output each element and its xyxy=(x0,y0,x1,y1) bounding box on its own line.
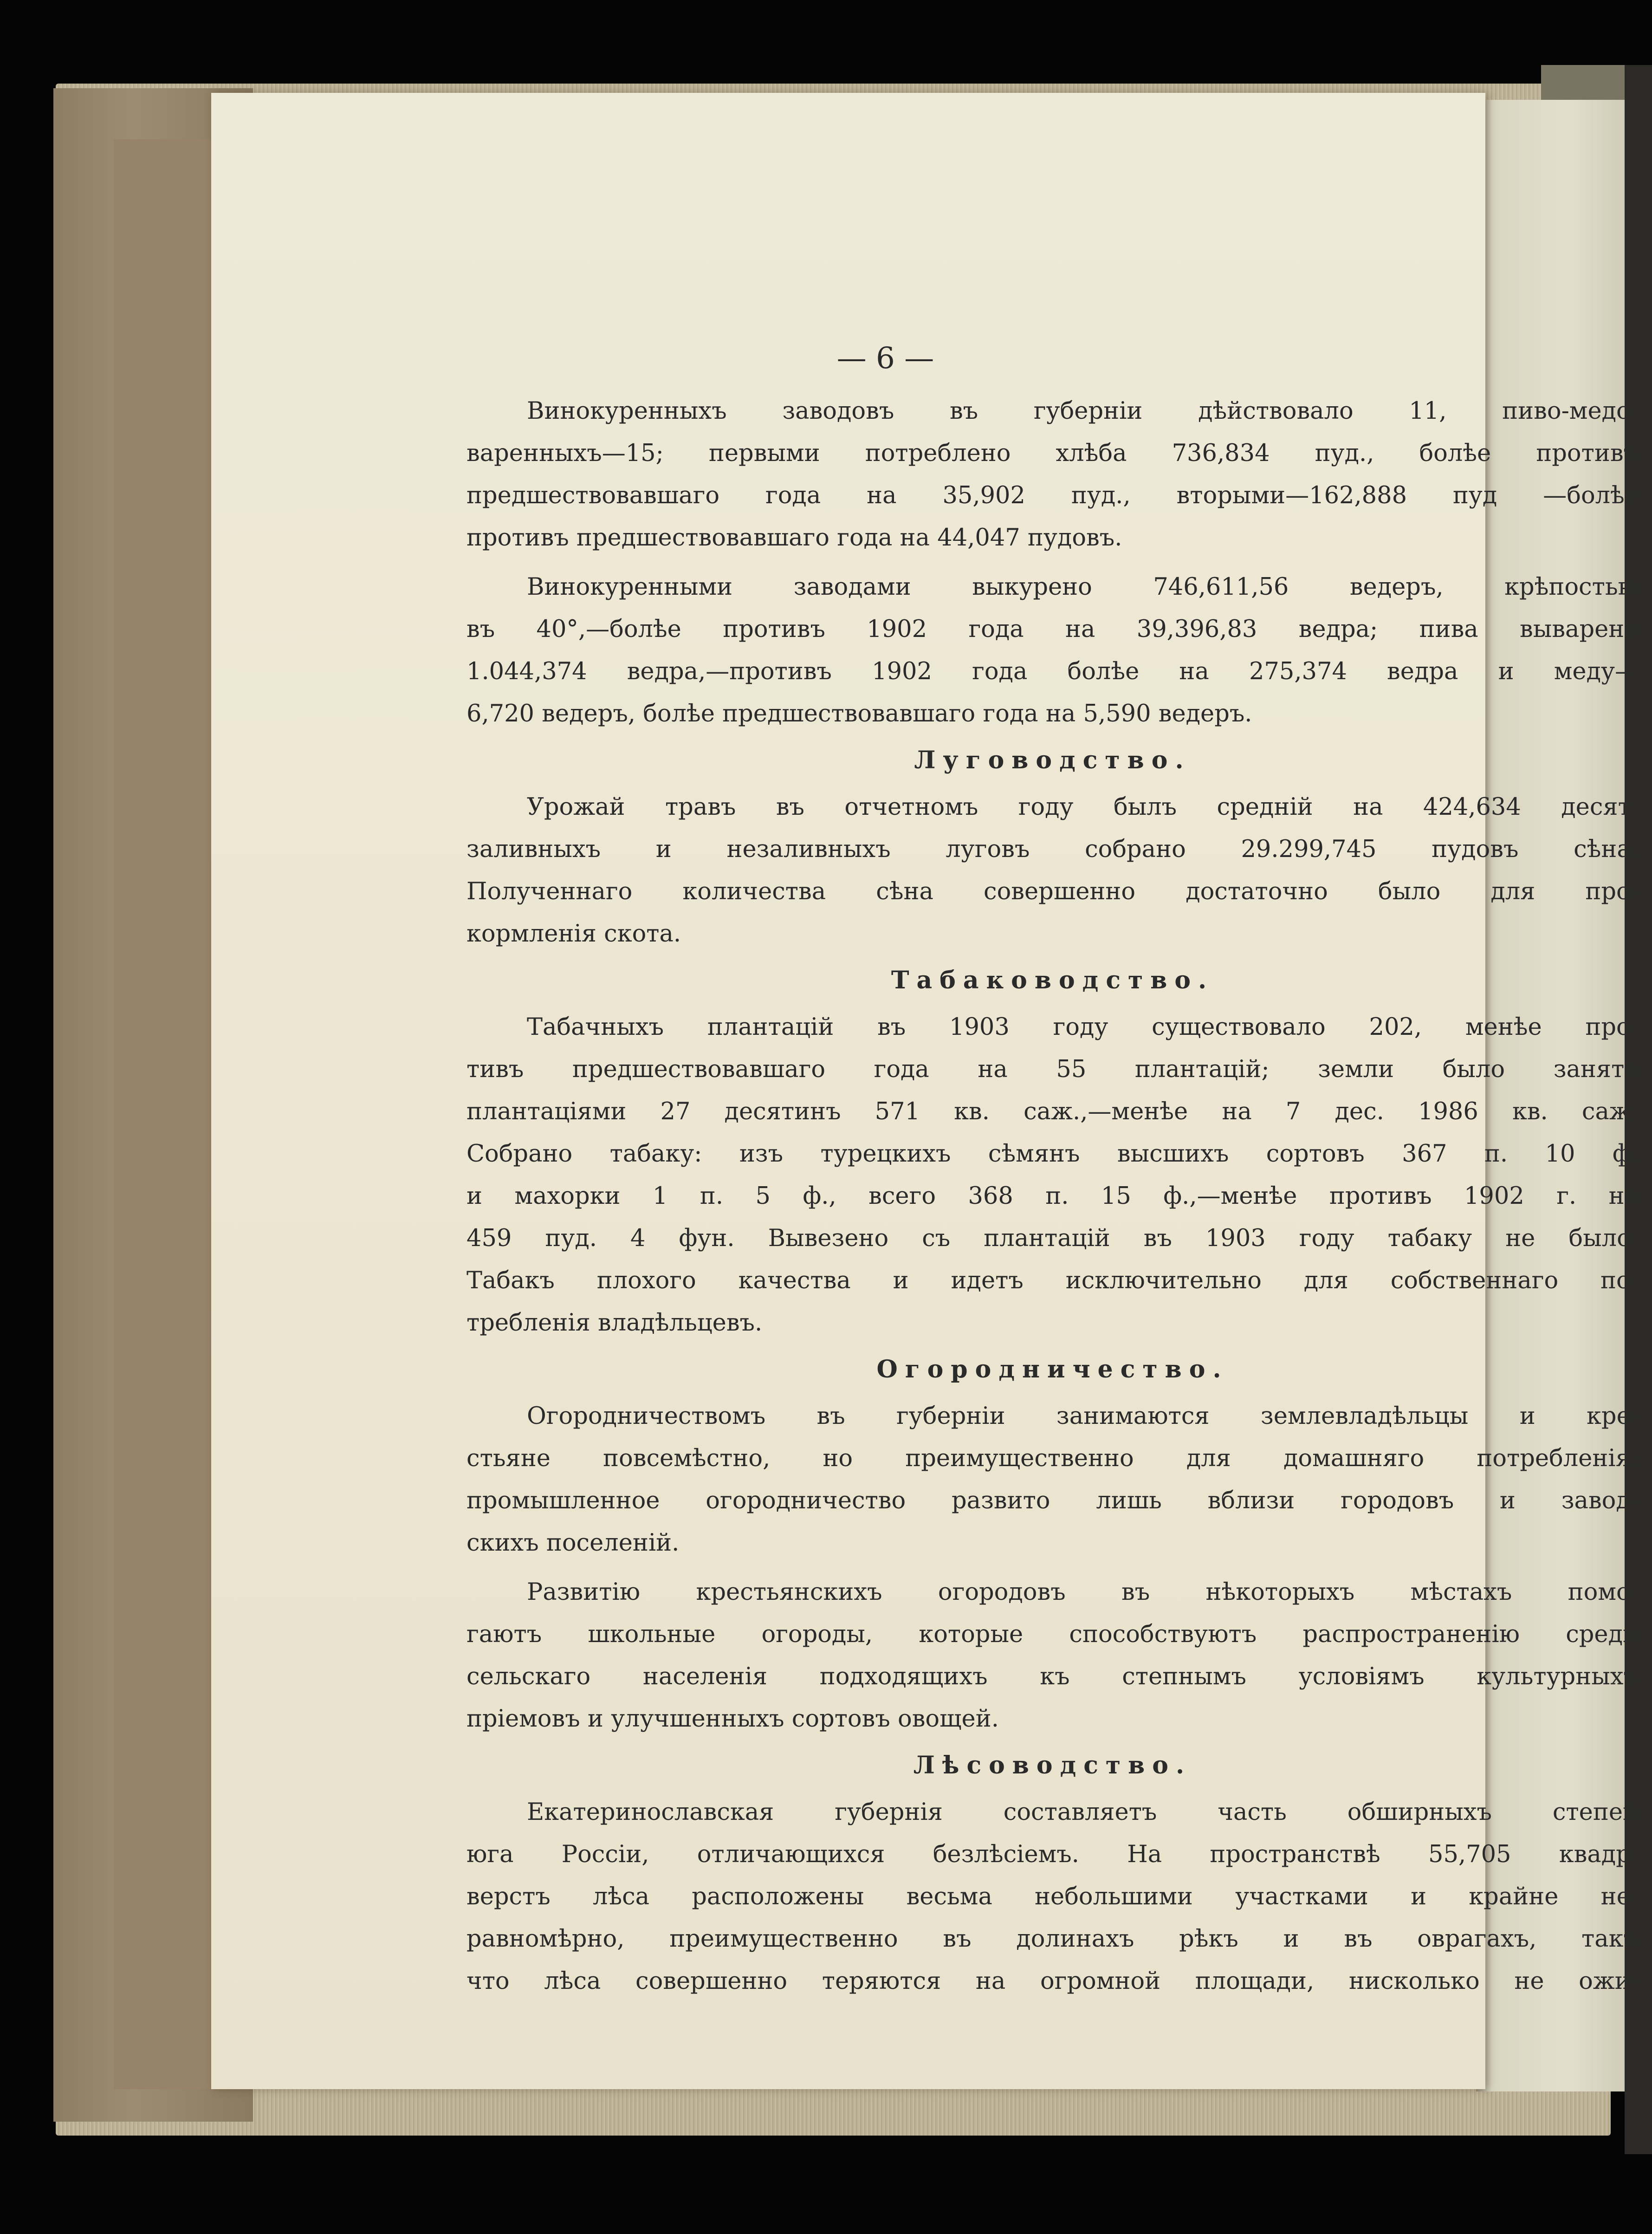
text-line: юга Россіи, отличающихся безлѣсіемъ. На пространствѣ 55,705 квадр. xyxy=(466,1841,1639,1868)
text-line: Екатеринославская губернія составляетъ часть обширныхъ степей xyxy=(527,1799,1639,1826)
text-line: 1.044,374 ведра,—противъ 1902 года болѣе на 275,374 ведра и меду— xyxy=(466,658,1639,685)
text-line: предшествовавшаго года на 35,902 пуд., вторыми—162,888 пуд —болѣе xyxy=(466,482,1639,509)
text-line: что лѣса совершенно теряются на огромной площади, нисколько не ожи- xyxy=(466,1968,1639,1995)
text-line: противъ предшествовавшаго года на 44,047 пудовъ. xyxy=(466,524,1122,552)
text-line: кормленія скота. xyxy=(466,920,681,948)
section-heading: Луговодство. xyxy=(914,746,1191,774)
text-line: сельскаго населенія подходящихъ къ степнымъ условіямъ культурныхъ xyxy=(466,1663,1639,1690)
text-line: равномѣрно, преимущественно въ долинахъ рѣкъ и въ оврагахъ, такъ xyxy=(466,1925,1639,1953)
text-line: 459 пуд. 4 фун. Вывезено съ плантацій въ 1903 году табаку не было. xyxy=(466,1225,1639,1252)
text-line: промышленное огородничество развито лишь вблизи городовъ и завод- xyxy=(466,1487,1639,1514)
text-line: Винокуренными заводами выкурено 746,611,56 ведеръ, крѣпостью xyxy=(527,573,1639,601)
text-line: и махорки 1 п. 5 ф., всего 368 п. 15 ф.,—менѣе противъ 1902 г. на xyxy=(466,1182,1639,1210)
document-page xyxy=(211,93,1639,2089)
text-line: Табачныхъ плантацій въ 1903 году существовало 202, менѣе про- xyxy=(527,1013,1639,1041)
text-line: варенныхъ—15; первыми потреблено хлѣба 736,834 пуд., болѣе противъ xyxy=(466,440,1639,467)
text-line: заливныхъ и незаливныхъ луговъ собрано 29.299,745 пудовъ сѣна. xyxy=(466,836,1639,863)
text-line: гаютъ школьные огороды, которые способствуютъ распространенію среди xyxy=(466,1621,1639,1648)
section-heading: Огородничество. xyxy=(876,1355,1229,1383)
section-heading: Табаководство. xyxy=(891,966,1214,994)
text-line: въ 40°,—болѣе противъ 1902 года на 39,396,83 ведра; пива выварено xyxy=(466,616,1639,643)
text-line: Табакъ плохого качества и идетъ исключительно для собственнаго по- xyxy=(466,1267,1639,1294)
text-line: верстъ лѣса расположены весьма небольшими участками и крайне не- xyxy=(466,1883,1639,1910)
text-line: Урожай травъ въ отчетномъ году былъ средній на 424,634 десят. xyxy=(527,793,1639,821)
text-line: тивъ предшествовавшаго года на 55 плантацій; земли было занято xyxy=(466,1056,1639,1083)
text-line: Собрано табаку: изъ турецкихъ сѣмянъ высшихъ сортовъ 367 п. 10 ф. xyxy=(466,1140,1639,1168)
page-text xyxy=(466,390,1639,2002)
text-line: требленія владѣльцевъ. xyxy=(466,1309,763,1337)
text-line: Винокуренныхъ заводовъ въ губерніи дѣйствовало 11, пиво-медо- xyxy=(527,397,1639,425)
text-line: 6,720 ведеръ, болѣе предшествовавшаго года на 5,590 ведеръ. xyxy=(466,700,1252,727)
text-line: пріемовъ и улучшенныхъ сортовъ овощей. xyxy=(466,1705,999,1733)
text-line: Развитію крестьянскихъ огородовъ въ нѣкоторыхъ мѣстахъ помо- xyxy=(527,1578,1639,1606)
text-line: Полученнаго количества сѣна совершенно достаточно было для про- xyxy=(466,878,1639,905)
page-number: — 6 — xyxy=(836,341,934,376)
text-line: скихъ поселеній. xyxy=(466,1529,680,1557)
text-line: плантаціями 27 десятинъ 571 кв. саж.,—менѣе на 7 дес. 1986 кв. саж. xyxy=(466,1098,1639,1125)
section-heading: Лѣсоводство. xyxy=(913,1751,1192,1779)
text-line: стьяне повсемѣстно, но преимущественно для домашняго потребленія; xyxy=(466,1445,1639,1472)
text-line: Огородничествомъ въ губерніи занимаются землевладѣльцы и кре- xyxy=(527,1403,1639,1430)
